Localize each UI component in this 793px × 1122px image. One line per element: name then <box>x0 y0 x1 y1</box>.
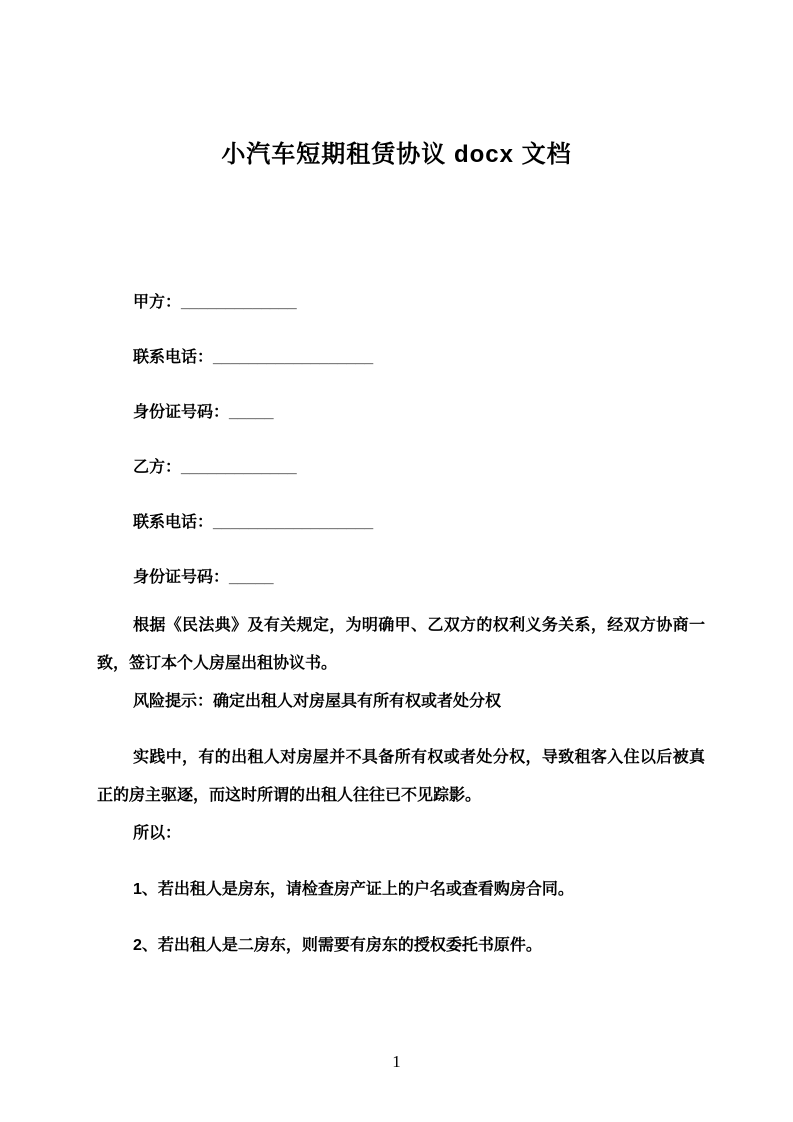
field-row-phone-a <box>97 348 705 403</box>
field-blank: __________________ <box>213 349 374 366</box>
body-text <box>97 607 705 965</box>
field-blank: _____ <box>229 569 274 586</box>
field-row-id-a <box>97 403 705 458</box>
field-label: 联系电话： <box>133 514 214 531</box>
field-label: 甲方： <box>133 294 182 311</box>
field-row-phone-b <box>97 513 705 568</box>
paragraph-basis: 根据《民法典》及有关规定，为明确甲、乙双方的权利义务关系，经双方协商一致，签订本个人房屋出租协议书。 <box>97 617 705 672</box>
field-label: 身份证号码： <box>133 404 230 421</box>
paragraph-risk-note: 风险提示：确定出租人对房屋具有所有权或者处分权 <box>133 693 502 710</box>
field-label: 身份证号码： <box>133 569 230 586</box>
field-row-party-a <box>97 293 705 348</box>
paragraph-item-2: 2、若出租人是二房东，则需要有房东的授权委托书原件。 <box>133 937 542 954</box>
paragraph-practice: 实践中，有的出租人对房屋并不具备所有权或者处分权，导致租客入住以后被真正的房主驱逐，而这时所谓的出租人往往已不见踪影。 <box>97 749 705 804</box>
field-label: 联系电话： <box>133 349 214 366</box>
field-blank: _____ <box>229 404 274 421</box>
fields-section <box>97 293 705 623</box>
field-row-party-b <box>97 458 705 513</box>
field-blank: _____________ <box>181 459 297 476</box>
field-blank: _____________ <box>181 294 297 311</box>
field-label: 乙方： <box>133 459 182 476</box>
paragraph-item-1: 1、若出租人是房东，请检查房产证上的户名或查看购房合同。 <box>133 881 574 898</box>
document-title: 小汽车短期租赁协议 docx 文档 <box>221 141 572 168</box>
paragraph-therefore: 所以： <box>133 825 182 842</box>
field-blank: __________________ <box>213 514 374 531</box>
page-number: 1 <box>392 1052 401 1071</box>
